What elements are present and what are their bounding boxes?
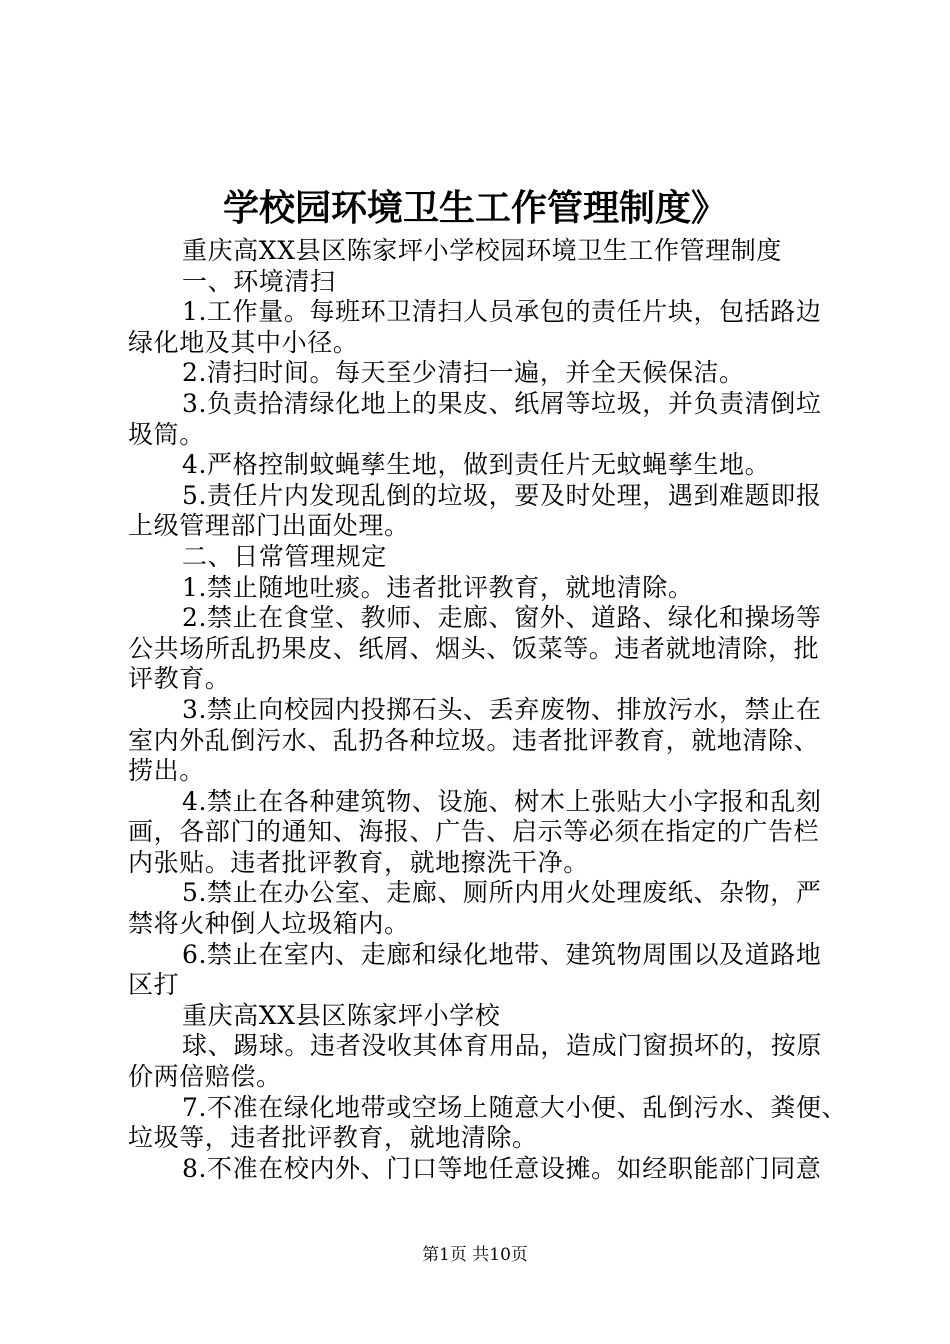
body-line: 2.清扫时间。每天至少清扫一遍，并全天候保洁。 [182,358,745,388]
body-line: 内张贴。违者批评教育，就地擦洗干净。 [128,847,589,877]
body-line: 4.禁止在各种建筑物、设施、树木上张贴大小字报和乱刻 [182,786,822,816]
body-line: 7.不准在绿化地带或空场上随意大小便、乱倒污水、粪便、 [182,1092,848,1122]
body-line: 室内外乱倒污水、乱扔各种垃圾。违者批评教育，就地清除、 [128,725,820,755]
body-line: 价两倍赔偿。 [128,1062,282,1092]
body-line: 5.责任片内发现乱倒的垃圾，要及时处理，遇到难题即报 [182,480,822,510]
document-body [128,236,848,1184]
body-line: 重庆高XX县区陈家坪小学校园环境卫生工作管理制度 [182,236,782,265]
body-line: 2.禁止在食堂、教师、走廊、窗外、道路、绿化和操场等 [182,603,822,633]
body-line: 5.禁止在办公室、走廊、厕所内用火处理废纸、杂物，严 [182,878,822,908]
body-line: 捞出。 [128,756,205,786]
body-line: 禁将火种倒人垃圾箱内。 [128,909,410,939]
page-footer: 第1页 共10页 [422,1245,528,1265]
body-line: 1.工作量。每班环卫清扫人员承包的责任片块，包括路边 [182,297,822,327]
body-line: 一、环境清扫 [182,266,336,296]
body-line: 圾筒。 [128,419,205,449]
body-line: 评教育。 [128,664,231,694]
body-line: 区打 [128,970,180,1000]
body-line: 1.禁止随地吐痰。违者批评教育，就地清除。 [182,572,694,602]
body-line: 3.负责拾清绿化地上的果皮、纸屑等垃圾，并负责清倒垃 [182,388,822,418]
body-line: 二、日常管理规定 [182,541,387,571]
body-line: 3.禁止向校园内投掷石头、丢弃废物、排放污水，禁止在 [182,694,822,724]
body-line: 重庆高XX县区陈家坪小学校 [182,1000,501,1030]
body-line: 球、踢球。违者没收其体育用品，造成门窗损坏的，按原 [182,1031,823,1061]
body-line: 上级管理部门出面处理。 [128,511,410,541]
body-line: 绿化地及其中小径。 [128,327,359,357]
body-line: 6.禁止在室内、走廊和绿化地带、建筑物周围以及道路地 [182,939,822,969]
body-line: 垃圾等，违者批评教育，就地清除。 [128,1123,538,1153]
document-title: 学校园环境卫生工作管理制度》 [222,187,727,229]
body-line: 公共场所乱扔果皮、纸屑、烟头、饭菜等。违者就地清除，批 [128,633,820,663]
body-line: 4.严格控制蚊蝇孳生地，做到责任片无蚊蝇孳生地。 [182,450,771,480]
body-line: 画，各部门的通知、海报、广告、启示等必须在指定的广告栏 [128,817,820,847]
body-line: 8.不准在校内外、门口等地任意设摊。如经职能部门同意 [182,1153,822,1183]
